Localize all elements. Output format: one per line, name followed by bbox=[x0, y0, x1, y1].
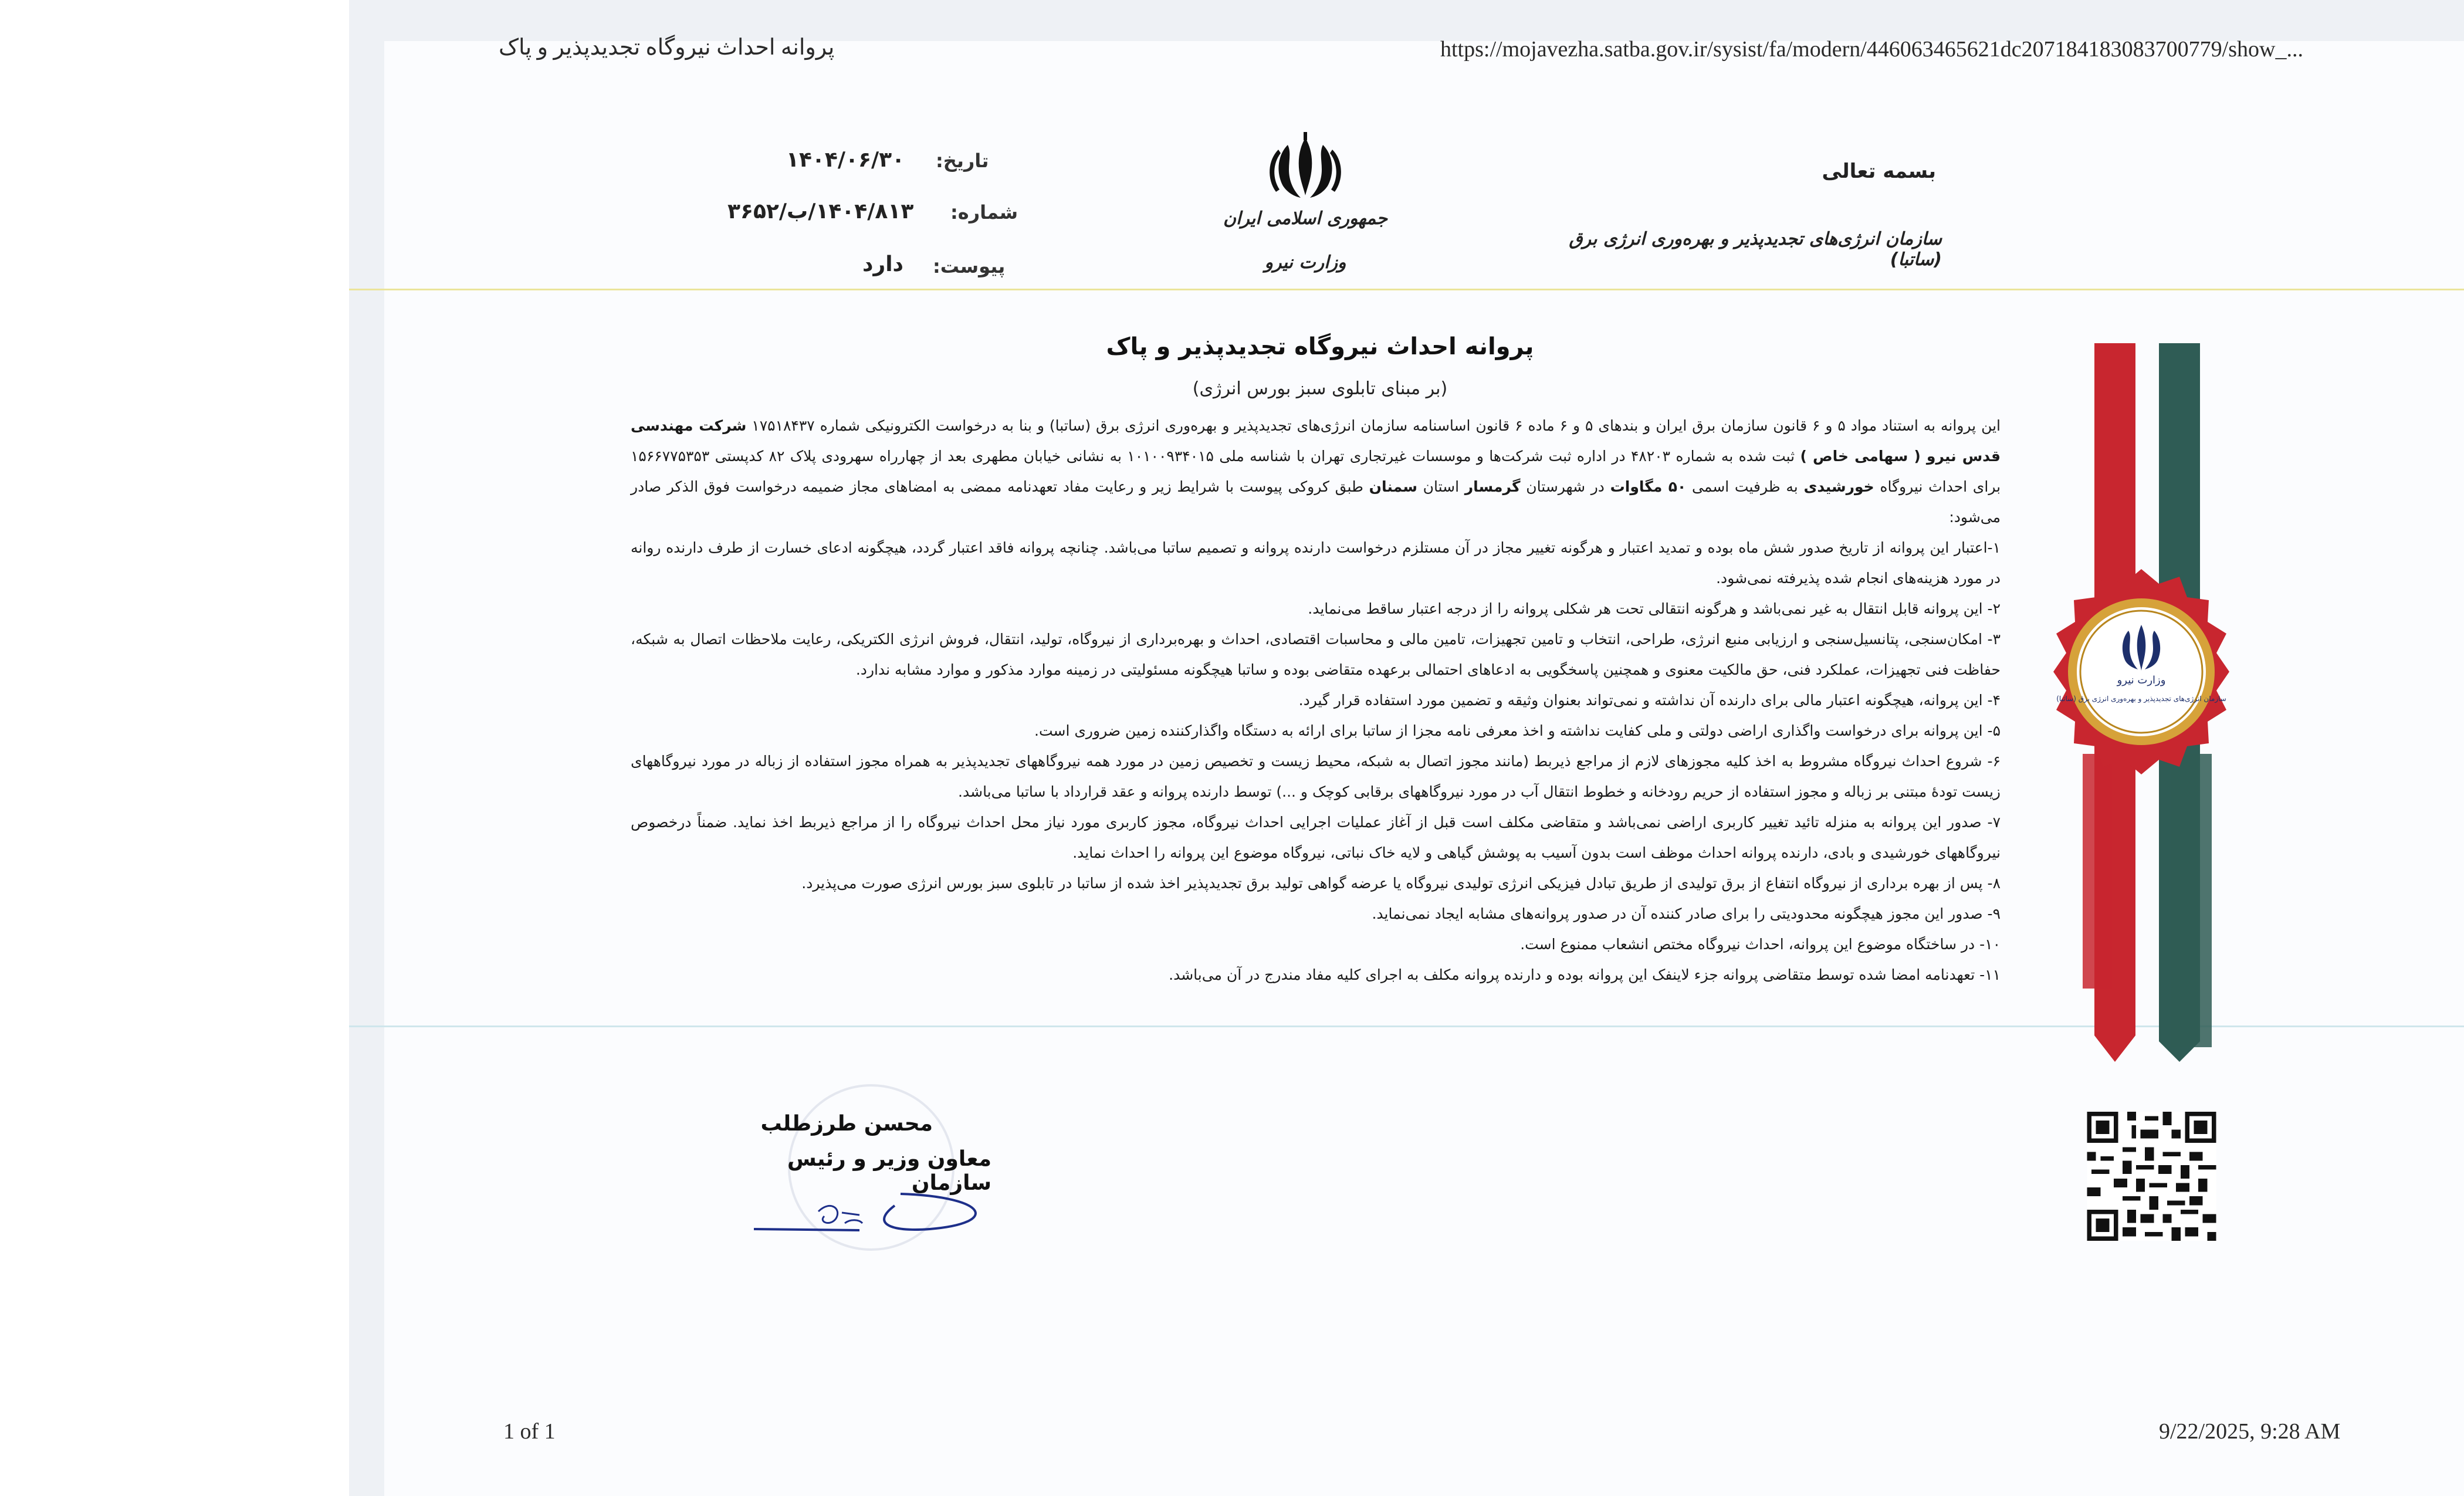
date-value: ۱۴۰۴/۰۶/۳۰ bbox=[786, 148, 905, 172]
condition-4: ۴- این پروانه، هیچگونه اعتبار مالی برای دارنده آن نداشته و نمی‌تواند بعنوان وثیقه و تضمین مورد استفاده قرار گیرد. bbox=[1298, 692, 2001, 709]
ribbon-seal-icon bbox=[2036, 343, 2247, 1062]
number-value: ۱۴۰۴/۸۱۳/ب/۳۶۵۲ bbox=[727, 199, 914, 224]
print-header-url: https://mojavezha.satba.gov.ir/sysist/fa/modern/446063465621dc207184183083700779/show_... bbox=[1440, 37, 2303, 62]
condition-3: ۳- امکان‌سنجی، پتانسیل‌سنجی و ارزیابی منبع انرژی، طراحی، انتخاب و تامین تجهیزات، تامین مالی و محاسبات اقتصادی، احداث و بهره‌برداری از نیروگاه، تولید، انتقال، فروش انرژی الکتریکی، رعایت ملاحظات اتصال به شبکه، حفاظت فنی تجهیزات، عملکرد فنی، حق مالکیت معنوی و همچنین پاسخگویی به ادعاهای احتمالی برعهده متقاضی بوده و ساتبا هیچگونه مسئولیتی در زمینه موارد مذکور و موارد مشابه ندارد. bbox=[631, 631, 2001, 678]
seal-text-ministry: وزارت نیرو bbox=[2117, 674, 2166, 686]
intro-part-4: در شهرستان bbox=[1526, 478, 1605, 495]
document-body bbox=[631, 411, 2001, 990]
attachment-label: پیوست: bbox=[933, 255, 1006, 277]
condition-5: ۵- این پروانه برای درخواست واگذاری اراضی دولتی و ملی کفایت نداشته و اخذ معرفی نامه مجزا از ساتبا برای ارائه به دستگاه واگذارکننده زمین ضروری است. bbox=[1034, 722, 2001, 739]
emblem-caption-ministry: وزارت نیرو bbox=[1264, 252, 1346, 273]
intro-part-6: طبق کروکی پیوست با شرایط زیر و رعایت مفاد تعهدنامه ممضی به امضاهای مجاز ضمیمه درخواست فوق الذکر صادر می‌شود: bbox=[631, 478, 2001, 526]
intro-paragraph bbox=[631, 411, 2001, 533]
capacity: ۵۰ مگاوات bbox=[1610, 478, 1687, 495]
attachment-value: دارد bbox=[862, 252, 904, 276]
company-name: شرکت مهندسی قدس نیرو ( سهامی خاص ) bbox=[631, 417, 2001, 465]
document-title: پروانه احداث نیروگاه تجدیدپذیر و پاک bbox=[1106, 333, 1534, 360]
document-subtitle: (بر مبنای تابلوی سبز بورس انرژی) bbox=[1192, 378, 1448, 399]
province: سمنان bbox=[1369, 478, 1417, 495]
print-footer-page-count: 1 of 1 bbox=[503, 1419, 556, 1444]
invocation: بسمه تعالی bbox=[1822, 160, 1936, 183]
condition-8: ۸- پس از بهره برداری از نیروگاه انتفاع از برق تولیدی از طریق تبادل فیزیکی انرژی تولیدی نیروگاه یا عرضه گواهی تولید برق تجدیدپذیر اخذ شده از ساتبا در تابلوی سبز بورس انرژی صورت می‌پذیرد. bbox=[801, 875, 2001, 892]
intro-part-5: استان bbox=[1423, 478, 1460, 495]
intro-part-1: این پروانه به استناد مواد ۵ و ۶ قانون سازمان برق ایران و بندهای ۵ و ۶ ماده ۶ قانون اساسنامه سازمان انرژی‌های تجدیدپذیر و بهره‌وری انرژی برق (ساتبا) و بنا به درخواست الکترونیکی شماره ۱۷۵۱۸۴۳۷ bbox=[752, 417, 2001, 434]
signatory-name: محسن طرزطلب bbox=[760, 1112, 933, 1136]
intro-part-2: ثبت شده به شماره ۴۸۲۰۳ در اداره ثبت شرکت‌ها و موسسات غیرتجاری تهران با شناسه ملی ۱۰۱۰۰۹۳۴۰۱۵ به نشانی خیابان مطهری بعد از چهارراه سهرودی پلاک ۸۲ کدپستی ۱۵۶۶۷۷۵۳۵۳ برای احداث نیروگاه bbox=[631, 448, 2001, 495]
plant-type: خورشیدی bbox=[1803, 478, 1874, 495]
seal-text-org: سازمان انرژی‌های تجدیدپذیر و بهره‌وری انرژی برق (ساتبا) bbox=[2056, 695, 2226, 703]
print-header-title: پروانه احداث نیروگاه تجدیدپذیر و پاک bbox=[499, 35, 835, 60]
scan-line-top bbox=[349, 289, 2464, 290]
condition-11: ۱۱- تعهدنامه امضا شده توسط متقاضی پروانه جزء لاینفک این پروانه بوده و دارنده پروانه مکلف به اجرای کلیه مفاد مندرج در آن می‌باشد. bbox=[1169, 966, 2001, 983]
condition-9: ۹- صدور این مجوز هیچگونه محدودیتی را برای صادر کننده آن در صدور پروانه‌های مشابه ایجاد نمی‌نماید. bbox=[1372, 905, 2001, 922]
condition-10: ۱۰- در ساختگاه موضوع این پروانه، احداث نیروگاه مختص انشعاب ممنوع است. bbox=[1520, 936, 2001, 953]
number-label: شماره: bbox=[950, 201, 1018, 224]
viewer-margin bbox=[0, 0, 349, 1496]
qr-code-icon bbox=[2086, 1112, 2218, 1241]
iran-emblem-icon bbox=[1247, 132, 1364, 214]
date-label: تاریخ: bbox=[936, 150, 989, 172]
emblem-caption-republic: جمهوری اسلامی ایران bbox=[1223, 208, 1388, 229]
print-footer-datetime: 9/22/2025, 9:28 AM bbox=[2159, 1419, 2341, 1444]
condition-6: ۶- شروع احداث نیروگاه مشروط به اخذ کلیه مجوزهای لازم از مراجع ذیربط (مانند مجوز اتصال به شبکه، محیط زیست و تخصیص زمین در مورد همه نیروگاههای تجدیدپذیر به همراه مجوز استفاده از زباله در مورد نیروگاههای زیست تودهٔ مبتنی بر زباله و مجوز استفاده از حریم رودخانه و خطوط انتقال آب در مورد نیروگاههای برقابی کوچک و ...) توسط دارنده پروانه و عقد قرارداد با ساتبا می‌باشد. bbox=[631, 753, 2001, 800]
condition-7: ۷- صدور این پروانه به منزله تائید تغییر کاربری اراضی نمی‌باشد و متقاضی مکلف است قبل از آغاز عملیات اجرایی احداث نیروگاه، مجوز کاربری مورد نیاز محل احداث نیروگاه را از مراجع ذیربط اخذ نماید. ضمناً درخصوص نیروگاههای خورشیدی و بادی، دارنده پروانه احداث موظف است بدون آسیب به پوشش گیاهی و لایه خاک نباتی، نیروگاه موضوع این پروانه را احداث نماید. bbox=[631, 814, 2001, 861]
signatory-title: معاون وزیر و رئیس سازمان bbox=[787, 1147, 991, 1195]
intro-part-3: به ظرفیت اسمی bbox=[1692, 478, 1798, 495]
org-name: سازمان انرژی‌های تجدیدپذیر و بهره‌وری انرژی برق (ساتبا) bbox=[1569, 229, 1942, 270]
city: گرمسار bbox=[1464, 478, 1521, 495]
condition-1: ۱-اعتبار این پروانه از تاریخ صدور شش ماه بوده و تمدید اعتبار و هرگونه تغییر مجاز در آن مستلزم درخواست دارنده پروانه و تصمیم ساتبا می‌باشد. چنانچه پروانه فاقد اعتبار گردد، هیچگونه ادعای خسارت از طرف دارنده روانه در مورد هزینه‌های انجام شده پذیرفته نمی‌شود. bbox=[631, 539, 2001, 587]
condition-2: ۲- این پروانه قابل انتقال به غیر نمی‌باشد و هرگونه انتقالی تحت هر شکلی پروانه را از درجه اعتبار ساقط می‌نماید. bbox=[1308, 600, 2001, 617]
